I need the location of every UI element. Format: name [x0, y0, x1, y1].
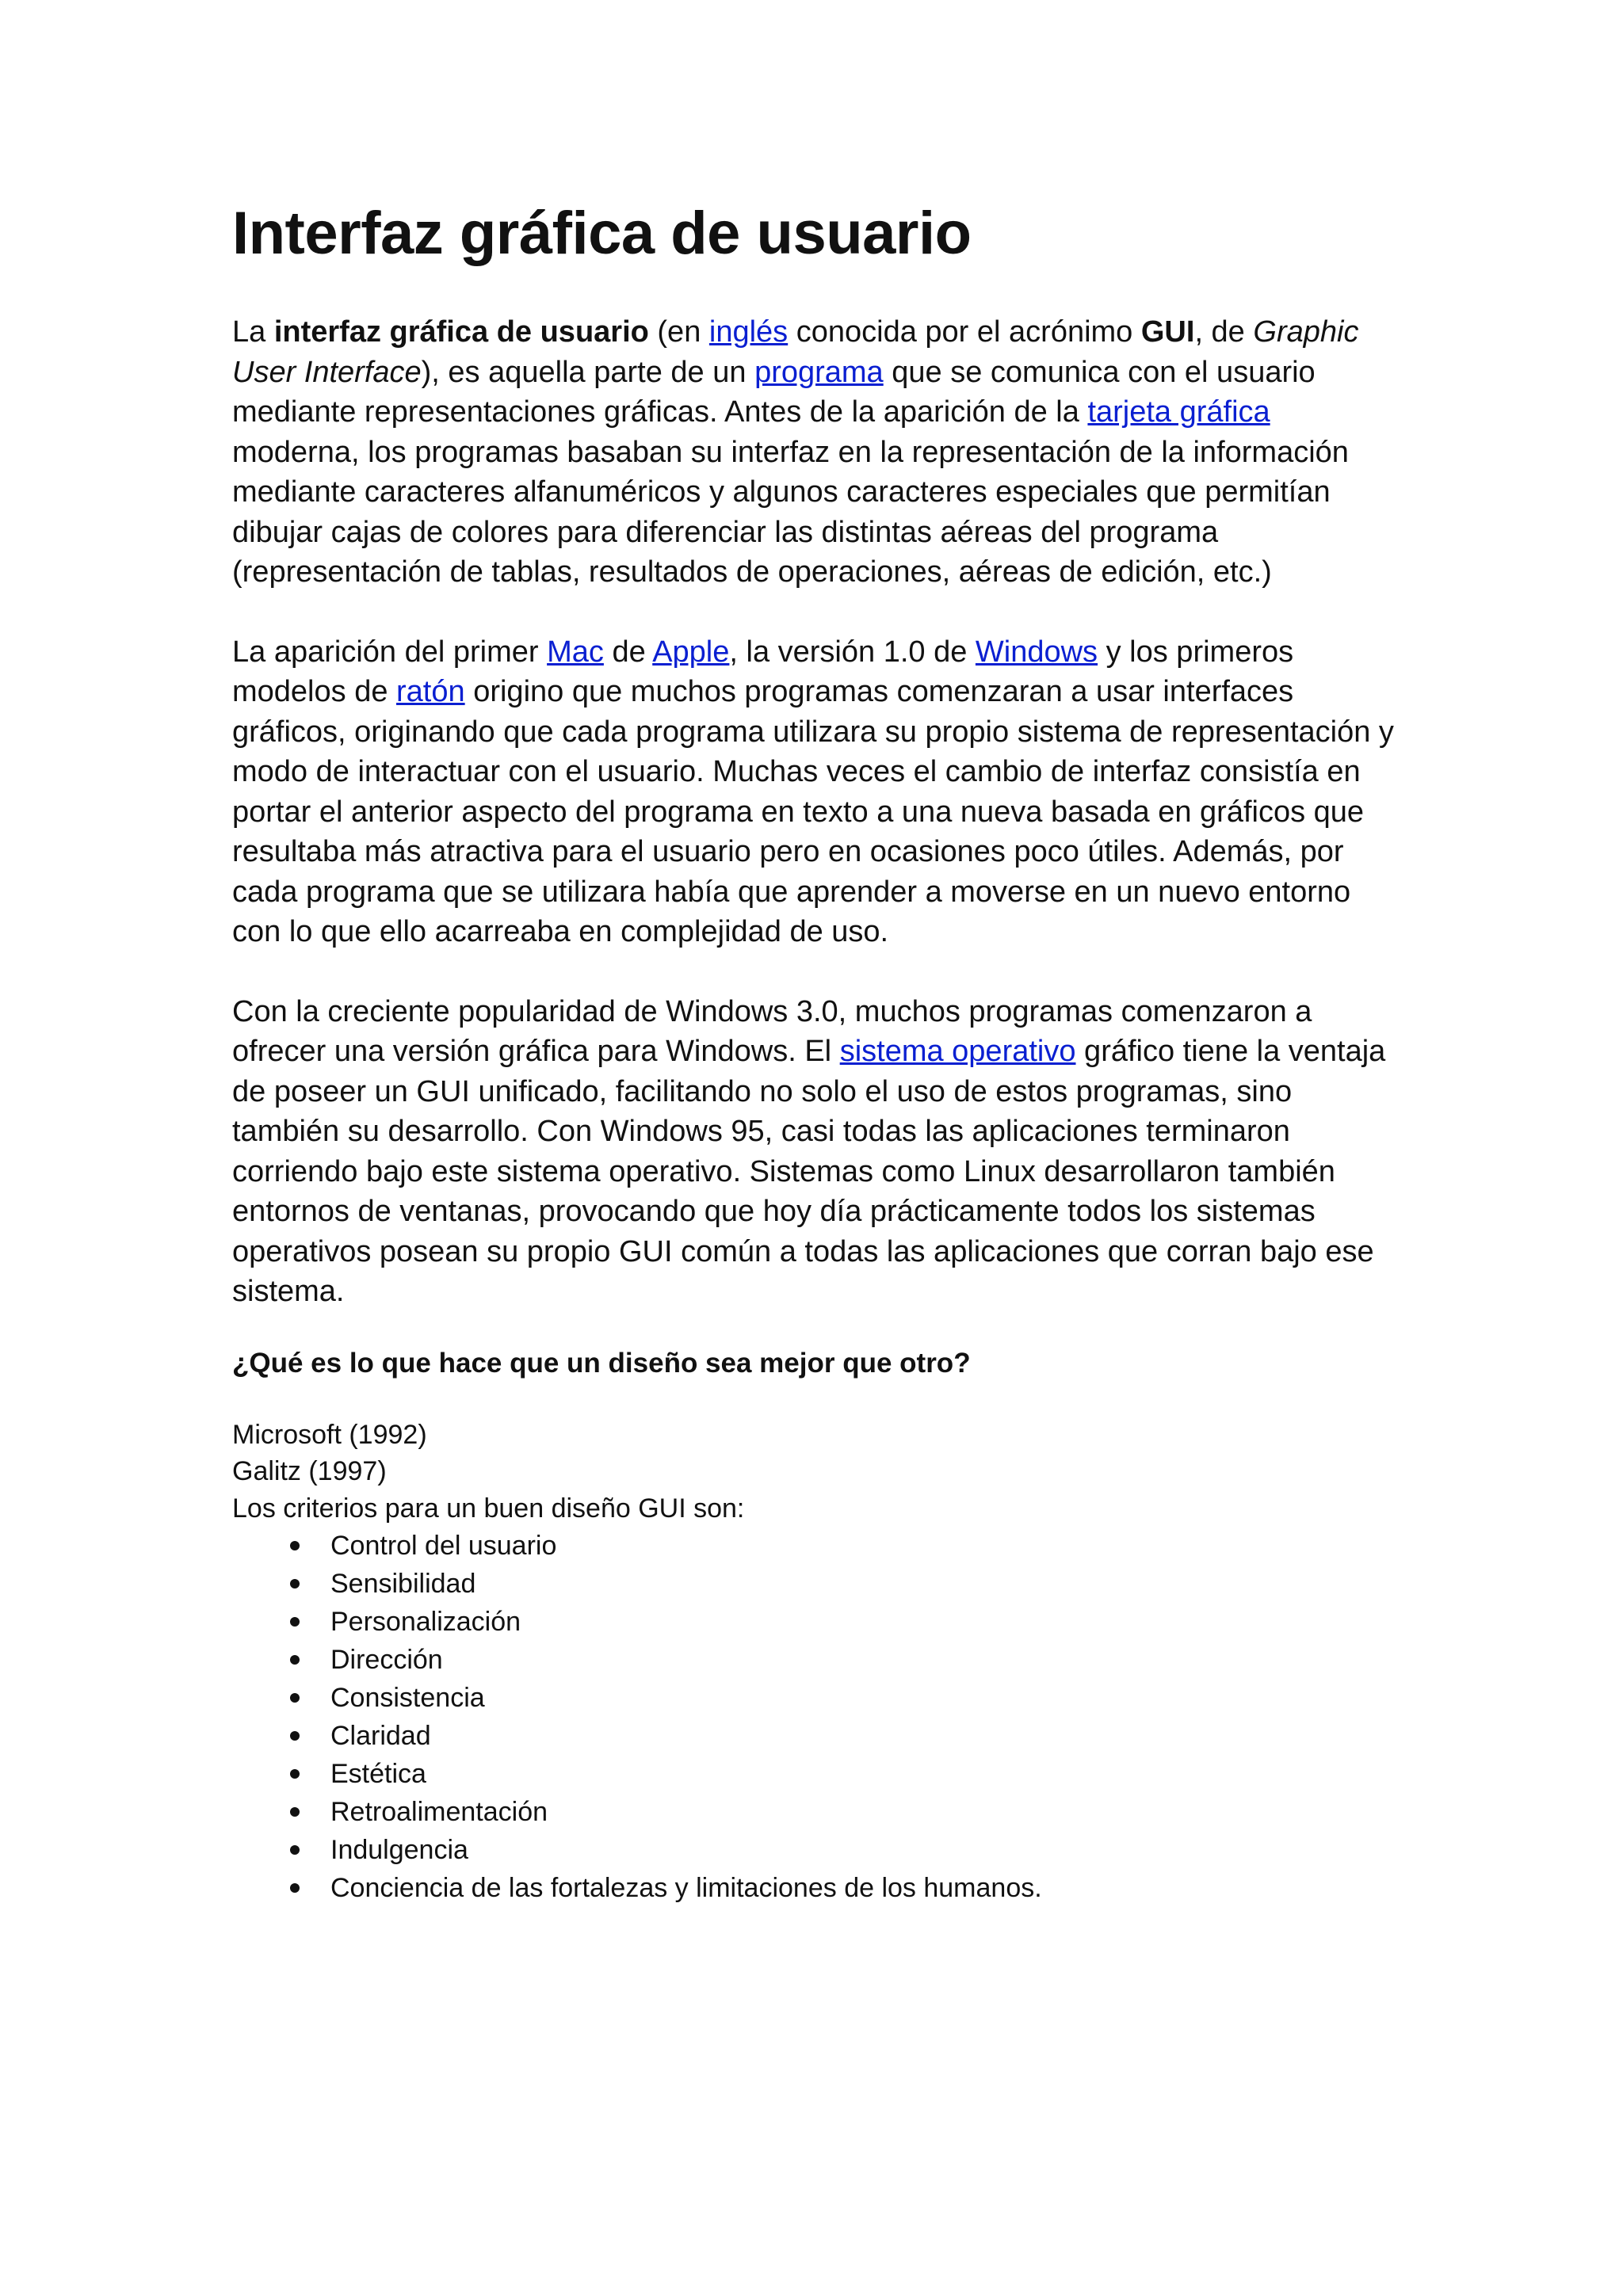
list-item	[232, 1603, 1405, 1641]
link-tarjeta-grafica[interactable]: tarjeta gráfica	[1087, 395, 1270, 429]
bullet-icon	[290, 1807, 300, 1817]
text: ), es aquella parte de un	[421, 355, 755, 389]
list-item-text: Claridad	[330, 1721, 431, 1751]
reference-item: Galitz (1997)	[232, 1456, 387, 1486]
list-item	[232, 1831, 1405, 1869]
list-item-text: Sensibilidad	[330, 1569, 476, 1599]
list-item	[232, 1641, 1405, 1679]
list-item	[232, 1679, 1405, 1717]
text: de	[603, 635, 653, 669]
text: , de	[1194, 315, 1254, 349]
list-item	[232, 1717, 1405, 1755]
question-heading: ¿Qué es lo que hace que un diseño sea mejor que otro?	[232, 1347, 971, 1379]
list-item	[232, 1527, 1405, 1565]
list-item-text: Indulgencia	[330, 1835, 468, 1865]
list-item	[232, 1793, 1405, 1831]
criteria-list	[232, 1527, 1405, 1907]
list-item-text: Estética	[330, 1759, 426, 1789]
list-item-text: Retroalimentación	[330, 1797, 548, 1827]
bold-acronym: GUI	[1140, 315, 1195, 349]
bullet-icon	[290, 1579, 300, 1589]
bold-term: interfaz gráfica de usuario	[273, 315, 649, 349]
bullet-icon	[290, 1655, 300, 1665]
link-apple[interactable]: Apple	[652, 635, 730, 669]
reference-item: Microsoft (1992)	[232, 1419, 427, 1450]
text: La	[232, 315, 274, 349]
link-sistema-operativo[interactable]: sistema operativo	[839, 1035, 1076, 1068]
text: Con la creciente popularidad de Windows 3.0, muchos programas comenzaron a ofrecer una versión gráfica para Windows. El	[232, 994, 1312, 1068]
list-item-text: Conciencia de las fortalezas y limitaciones de los humanos.	[330, 1873, 1042, 1903]
bullet-icon	[290, 1845, 300, 1855]
text: (en	[648, 315, 709, 349]
list-item-text: Dirección	[330, 1645, 443, 1675]
list-item	[232, 1755, 1405, 1793]
text: moderna, los programas basaban su interfaz en la representación de la información mediante caracteres alfanuméricos y algunos caracteres especiales que permitían dibujar cajas de colores para diferenciar las distintas aéreas del programa (representación de tablas, resultados de operaciones, aéreas de edición, etc.)	[232, 435, 1349, 589]
link-mac[interactable]: Mac	[547, 635, 604, 669]
link-raton[interactable]: ratón	[396, 675, 465, 708]
criteria-intro: Los criterios para un buen diseño GUI son:	[232, 1493, 745, 1524]
link-programa[interactable]: programa	[754, 355, 884, 389]
paragraph-history	[232, 632, 1405, 952]
list-item-text: Control del usuario	[330, 1531, 557, 1561]
document-page	[232, 190, 1405, 1907]
list-item	[232, 1869, 1405, 1907]
text: que se comunica con el usuario mediante representaciones gráficas. Antes de la aparición de la	[232, 355, 1316, 429]
text: gráfico tiene la ventaja de poseer un GUI unificado, facilitando no solo el uso de estos programas, sino también su desarrollo. Con Windows 95, casi todas las aplicaciones terminaron corriendo bajo este sistema operativo. Sistemas como Linux desarrollaron también entornos de ventanas, provocando que hoy día prácticamente todos los sistemas operativos posean su propio GUI común a todas las aplicaciones que corran bajo ese sistema.	[232, 1035, 1386, 1308]
link-ingles[interactable]: inglés	[708, 315, 789, 349]
list-item	[232, 1565, 1405, 1603]
bullet-icon	[290, 1541, 300, 1550]
paragraph-windows	[232, 992, 1405, 1312]
list-item-text: Consistencia	[330, 1683, 485, 1713]
italic-term: Graphic User Interface	[232, 315, 1359, 389]
bullet-icon	[290, 1883, 300, 1893]
page-title: Interfaz gráfica de usuario	[232, 200, 972, 267]
text: conocida por el acrónimo	[788, 315, 1141, 349]
bullet-icon	[290, 1731, 300, 1741]
text: La aparición del primer	[232, 635, 548, 669]
bullet-icon	[290, 1769, 300, 1779]
link-windows[interactable]: Windows	[975, 635, 1098, 669]
text: , la versión 1.0 de	[729, 635, 976, 669]
text: origino que muchos programas comenzaran a usar interfaces gráficos, originando que cada programa utilizara su propio sistema de representación y modo de interactuar con el usuario. Muchas veces el cambio de interfaz consistía en portar el anterior aspecto del programa en texto a una nueva basada en gráficos que resultaba más atractiva para el usuario pero en ocasiones poco útiles. Además, por cada programa que se utilizara había que aprender a moverse en un nuevo entorno con lo que ello acarreaba en complejidad de uso.	[232, 675, 1394, 948]
bullet-icon	[290, 1617, 300, 1627]
text: y los primeros modelos de	[232, 635, 1294, 708]
list-item-text: Personalización	[330, 1607, 521, 1637]
paragraph-intro	[232, 312, 1405, 593]
bullet-icon	[290, 1693, 300, 1703]
references	[232, 1417, 1405, 1527]
